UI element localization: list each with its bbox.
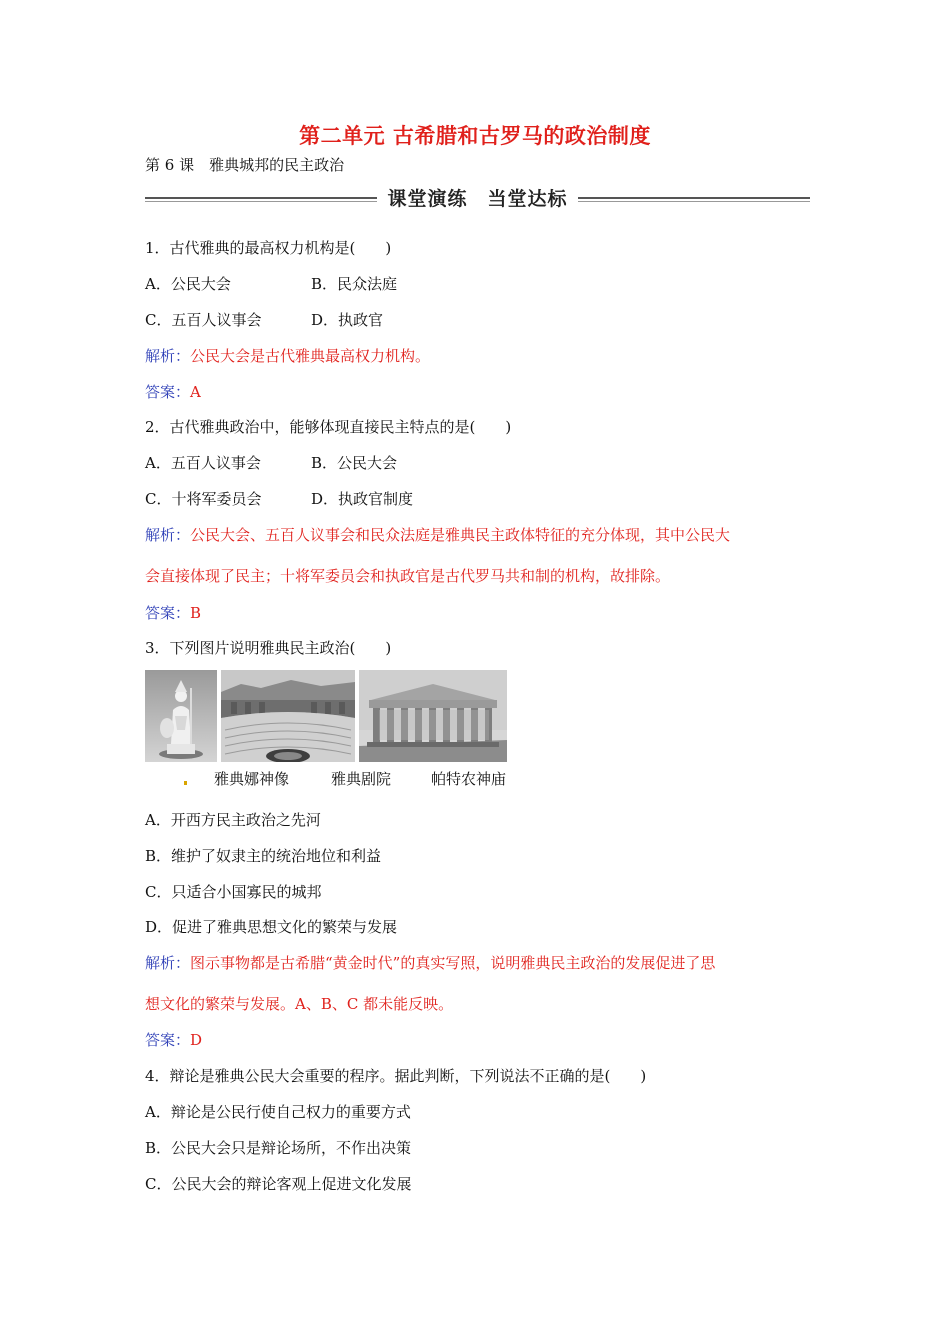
q4-stem: 4．辩论是雅典公民大会重要的程序。据此判断，下列说法不正确的是( ) (145, 1067, 647, 1085)
q2-answer-value: B (190, 604, 202, 622)
q3-photo-strip (145, 670, 507, 762)
q2-answer-label: 答案： (145, 604, 191, 622)
q1-answer-value: A (190, 383, 201, 401)
q3-option-a: A．开西方民主政治之先河 (145, 811, 321, 829)
q3-stem: 3．下列图片说明雅典民主政治( ) (145, 639, 392, 657)
q2-option-a: A．五百人议事会 (145, 454, 261, 472)
q4-option-b: B．公民大会只是辩论场所，不作出决策 (145, 1139, 412, 1157)
banner-rule-left (145, 197, 377, 199)
q2-analysis-line-1 (145, 525, 730, 545)
banner-rule-right (578, 197, 810, 199)
q3-answer-label: 答案： (145, 1031, 191, 1049)
yellow-mark (184, 781, 187, 785)
q1-option-b: B．民众法庭 (311, 275, 398, 293)
q3-analysis-line-2: 想文化的繁荣与发展。A、B、C 都未能反映。 (145, 995, 454, 1013)
q1-analysis-label: 解析： (145, 347, 191, 365)
q3-analysis-text-1: 图示事物都是古希腊“黄金时代”的真实写照，说明雅典民主政治的发展促进了思 (190, 954, 716, 972)
athena-statue-image (145, 670, 217, 762)
caption-parthenon: 帕特农神庙 (431, 770, 507, 788)
q1-stem: 1．古代雅典的最高权力机构是( ) (145, 239, 392, 257)
q2-analysis-label: 解析： (145, 526, 191, 544)
unit-title: 第二单元 古希腊和古罗马的政治制度 (299, 123, 651, 148)
q1-analysis-text: 公民大会是古代雅典最高权力机构。 (190, 347, 431, 365)
parthenon-image (359, 670, 507, 762)
q3-option-c: C．只适合小国寡民的城邦 (145, 883, 322, 901)
lesson-subtitle: 第 6 课 雅典城邦的民主政治 (145, 156, 345, 174)
athens-theater-image (221, 670, 355, 762)
q1-answer-label: 答案： (145, 383, 191, 401)
q1-option-d: D．执政官 (311, 311, 384, 329)
q2-analysis-text-1: 公民大会、五百人议事会和民众法庭是雅典民主政体特征的充分体现，其中公民大 (190, 526, 731, 544)
q3-answer (145, 1030, 202, 1050)
q2-option-d: D．执政官制度 (311, 490, 414, 508)
banner-text: 课堂演练 当堂达标 (387, 188, 568, 210)
q1-option-c: C．五百人议事会 (145, 311, 262, 329)
q3-analysis-line-1 (145, 953, 715, 973)
q1-option-a: A．公民大会 (145, 275, 231, 293)
q1-analysis (145, 346, 430, 366)
q3-answer-value: D (190, 1031, 203, 1049)
q3-option-b: B．维护了奴隶主的统治地位和利益 (145, 847, 382, 865)
q3-option-d: D．促进了雅典思想文化的繁荣与发展 (145, 918, 398, 936)
q2-option-c: C．十将军委员会 (145, 490, 262, 508)
q2-analysis-line-2: 会直接体现了民主；十将军委员会和执政官是古代罗马共和制的机构，故排除。 (145, 567, 671, 585)
q2-answer (145, 603, 201, 623)
q2-option-b: B．公民大会 (311, 454, 398, 472)
q1-answer (145, 382, 201, 402)
q4-option-a: A．辩论是公民行使自己权力的重要方式 (145, 1103, 411, 1121)
q3-analysis-label: 解析： (145, 954, 191, 972)
section-banner (145, 184, 810, 212)
q4-option-c: C．公民大会的辩论客观上促进文化发展 (145, 1175, 412, 1193)
caption-athena: 雅典娜神像 (214, 770, 290, 788)
q2-stem: 2．古代雅典政治中，能够体现直接民主特点的是( ) (145, 418, 512, 436)
caption-theater: 雅典剧院 (331, 770, 392, 788)
